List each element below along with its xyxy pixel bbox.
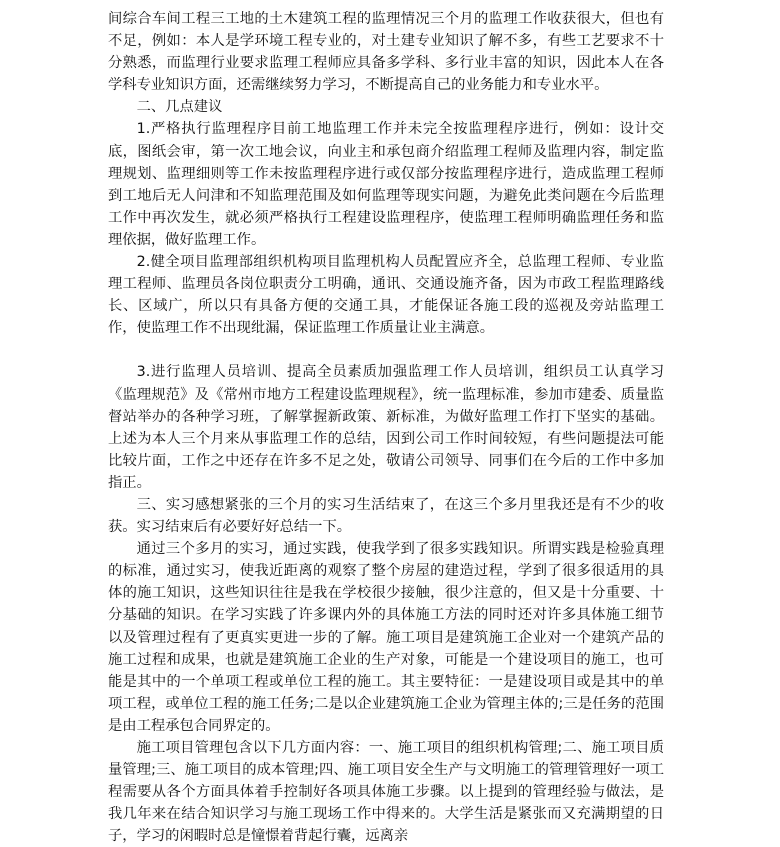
section-heading-suggestions: 二、几点建议 [136,99,223,116]
section-heading-reflections: 三、实习感想紧张的三个月的实习生活结束了，在这三个多月里我还是有不少的收获。实习结束后有必要好好总结一下。 [108,496,664,536]
paragraph-practice: 通过三个多月的实习，通过实践，使我学到了很多实践知识。所谓实践是检验真理的标准，通过实习，使我近距离的观察了整个房屋的建造过程，学到了很多很适用的具体的施工知识，这些知识往往是我在学校很少接触，很少注意的，但又是十分重要、十分基础的知识。在学习实践了许多课内外的具体施工方法的同时还对许多具体施工细节以及管理过程有了更真实更进一步的了解。施工项目是建筑施工企业对一个建筑产品的施工过程和成果，也就是建筑施工企业的生产对象，可能是一个建设项目的施工，也可能是其中的一个单项工程或单位工程的施工。其主要特征：一是建设项目或是其中的单项工程，或单位工程的施工任务;二是以企业建筑施工企业为管理主体的;三是任务的范围是由工程承包合同界定的。 [108,541,664,734]
paragraph-management: 施工项目管理包含以下几方面内容：一、施工项目的组织机构管理;二、施工项目质量管理;三、施工项目的成本管理;四、施工项目安全生产与文明施工的管理管理好一项工程需要从各个方面具体着手控制好各项具体施工步骤。以上提到的管理经验与做法，是我几年来在结合知识学习与施工现场工作中得来的。大学生活是紧张而又充满期望的日子，学习的闲暇时总是憧憬着背起行囊，远离亲 [108,740,664,845]
paragraph-suggestion-1: 1.严格执行监理程序目前工地监理工作并未完全按监理程序进行，例如：设计交底，图纸会审，第一次工地会议，向业主和承包商介绍监理工程师及监理内容，制定监理规划、监理细则等工作未按监理程序进行或仅部分按监理程序进行，造成监理工程师到工地后无人问津和不知监理范围及如何监理等现实问题，为避免此类问题在今后监理工作中再次发生，就必须严格执行工程建设监理程序，使监理工程师明确监理任务和监理依据，做好监理工作。 [108,121,664,248]
paragraph-suggestion-3: 3.进行监理人员培训、提高全员素质加强监理工作人员培训，组织员工认真学习《监理规范》及《常州市地方工程建设监理规程》，统一监理标准，参加市建委、质量监督站举办的各种学习班，了解掌握新政策、新标准，为做好监理工作打下坚实的基础。上述为本人三个月来从事监理工作的总结，因到公司工作时间较短，有些问题提法可能比较片面，工作之中还存在许多不足之处，敬请公司领导、同事们在今后的工作中多加指正。 [108,364,664,491]
paragraph-intro-continued: 间综合车间工程三工地的土木建筑工程的监理情况三个月的监理工作收获很大，但也有不足，例如：本人是学环境工程专业的，对土建专业知识了解不多，有些工艺要求不十分熟悉，而监理行业要求监理工程师应具备多学科、多行业丰富的知识，因此本人在各学科专业知识方面，还需继续努力学习，不断提高自己的业务能力和专业水平。 [108,11,664,94]
paragraph-suggestion-2: 2.健全项目监理部组织机构项目监理机构人员配置应齐全，总监理工程师、专业监理工程师、监理员各岗位职责分工明确，通讯、交通设施齐备，因为市政工程监理路线长、区域广，所以只有具备方便的交通工具，才能保证各施工段的巡视及旁站监理工作，使监理工作不出现纰漏，保证监理工作质量让业主满意。 [108,254,664,337]
document-page [108,8,664,847]
